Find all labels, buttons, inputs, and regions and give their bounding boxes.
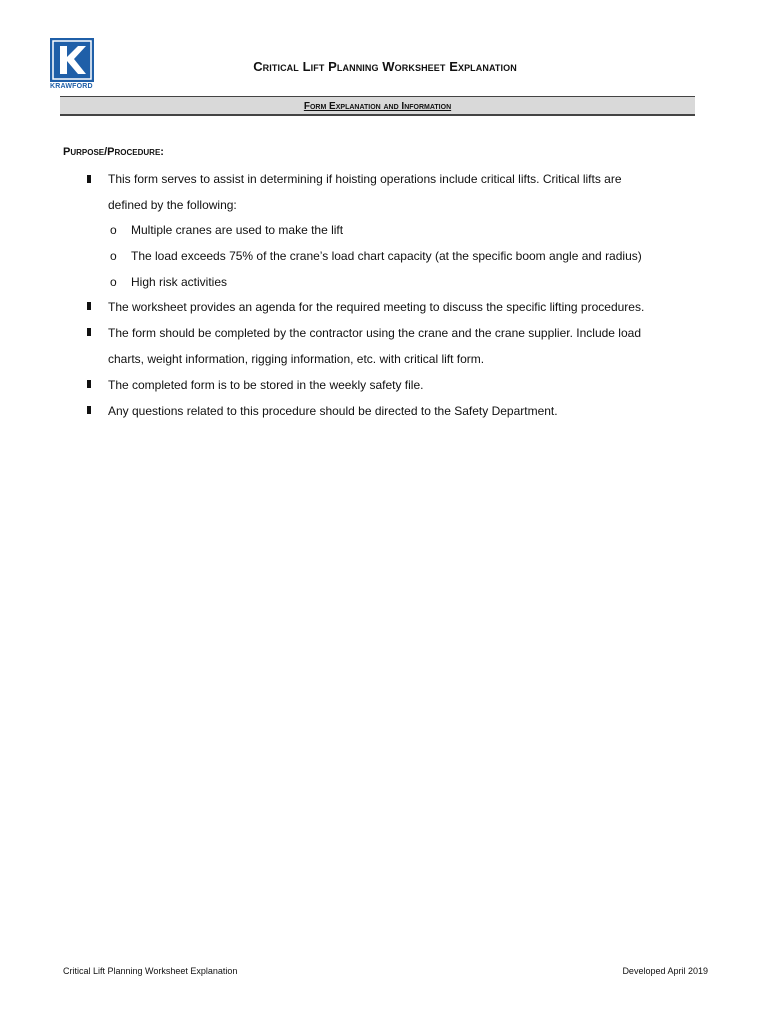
sub-list-item: Multiple cranes are used to make the lift	[131, 223, 344, 237]
sub-list-item: The load exceeds 75% of the crane’s load chart capacity (at the specific boom angle and radius)	[131, 249, 642, 263]
bullet-icon	[87, 406, 91, 414]
list-item-line: The form should be completed by the contractor using the crane and the crane supplier. Include load	[108, 326, 641, 340]
bullet-icon	[87, 328, 91, 336]
list-item-line: Any questions related to this procedure should be directed to the Safety Department.	[108, 404, 558, 418]
footer-date: Developed April 2019	[622, 966, 708, 976]
logo-wordmark: KRAWFORD	[50, 83, 93, 90]
footer-title: Critical Lift Planning Worksheet Explanation	[63, 966, 238, 976]
section-band	[60, 96, 695, 116]
list-item-line: charts, weight information, rigging information, etc. with critical lift form.	[108, 352, 485, 366]
list-item-line: The completed form is to be stored in the weekly safety file.	[108, 378, 424, 392]
section-heading: Purpose/Procedure:	[63, 146, 164, 158]
bullet-icon	[87, 380, 91, 388]
bullet-icon	[87, 175, 91, 183]
sub-bullet-marker: o	[110, 223, 117, 237]
sub-list-item: High risk activities	[131, 275, 228, 289]
list-item-line: The worksheet provides an agenda for the required meeting to discuss the specific lifting procedures.	[108, 300, 645, 314]
sub-bullet-marker: o	[110, 275, 117, 289]
page-title: Critical Lift Planning Worksheet Explanation	[253, 59, 517, 74]
list-item-line: defined by the following:	[108, 198, 237, 212]
list-item-line: This form serves to assist in determining if hoisting operations include critical lifts. Critical lifts are	[108, 172, 622, 186]
bullet-icon	[87, 302, 91, 310]
band-title: Form Explanation and Information	[303, 101, 452, 112]
sub-bullet-marker: o	[110, 249, 117, 263]
